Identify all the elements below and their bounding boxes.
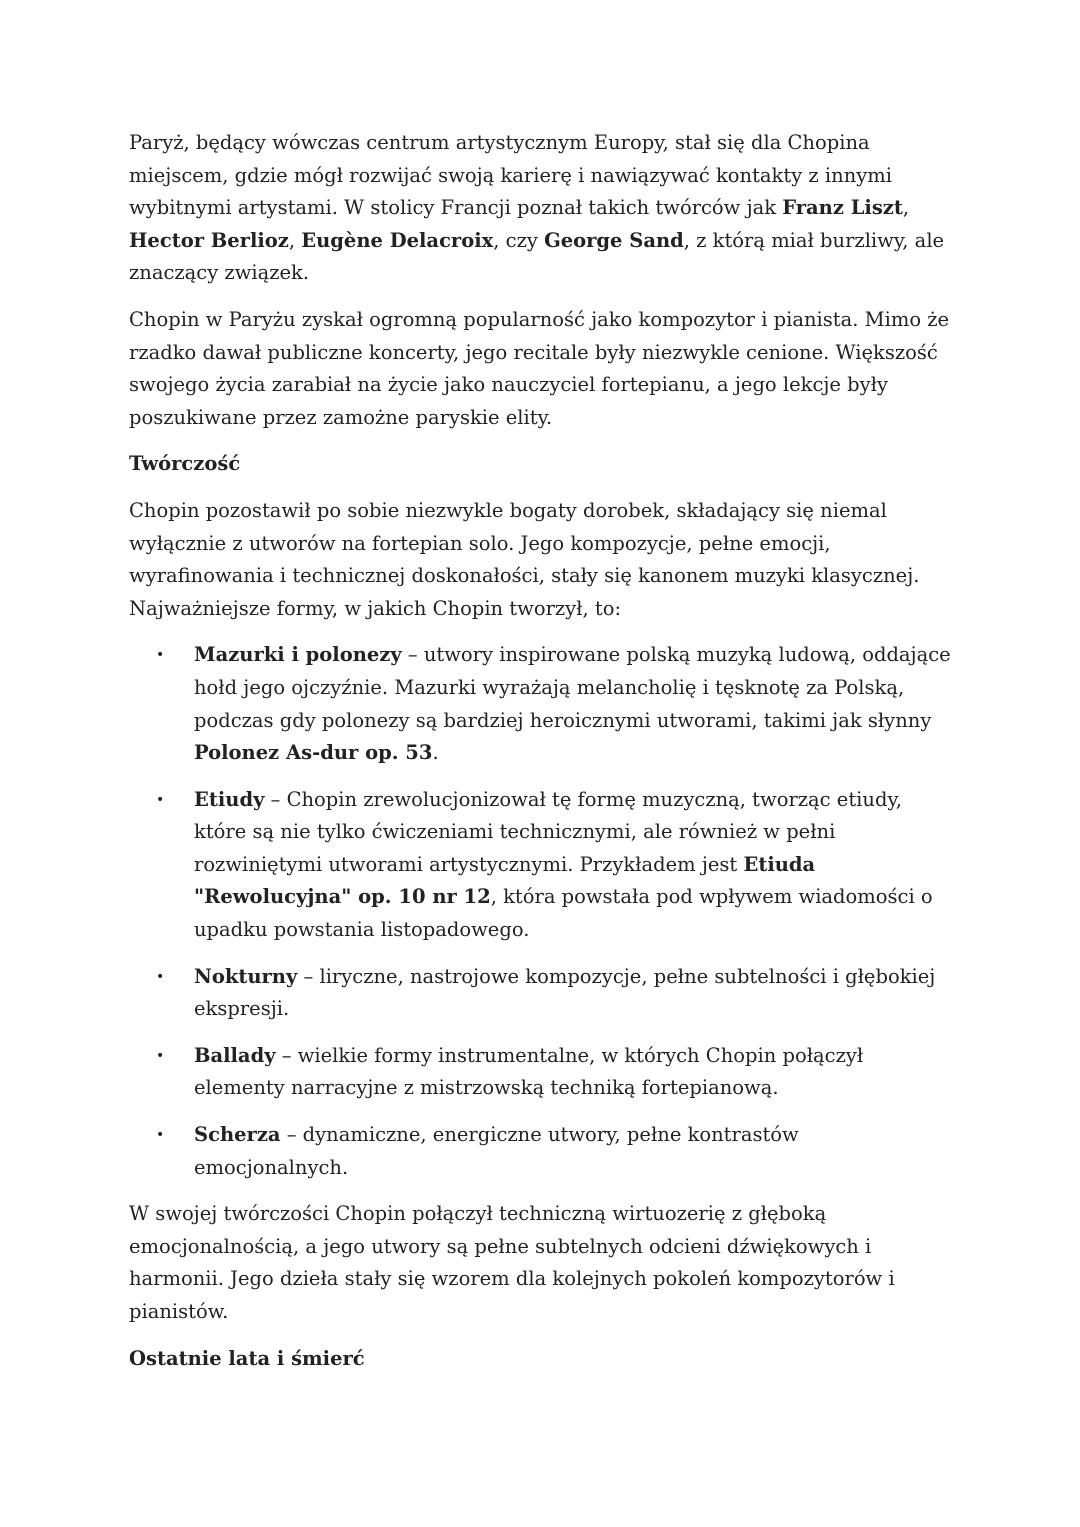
form-description: – liryczne, nastrojowe kompozycje, pełne subtelności i głębokiej ekspresji. <box>194 964 936 1021</box>
text-segment: , z którą miał burzliwy, ale znaczący związek. <box>129 228 945 285</box>
form-term: Mazurki i polonezy <box>194 643 402 667</box>
form-tail: . <box>432 741 439 765</box>
name-eugene-delacroix: Eugène Delacroix <box>301 228 494 252</box>
list-item-nokturny <box>129 961 959 1026</box>
form-description: – Chopin zrewolucjonizował tę formę muzyczną, tworząc etiudy, które są nie tylko ćwiczeniami technicznymi, ale również w pełni rozwiniętymi utworami artystycznymi. Przykładem jest <box>194 787 903 876</box>
paragraph-paris-popularity: Chopin w Paryżu zyskał ogromną popularność jako kompozytor i pianista. Mimo że rzadko dawał publiczne koncerty, jego recitale były niezwykle cenione. Większość swojego życia zarabiał na życie jako nauczyciel fortepianu, a jego lekcje były poszukiwane przez zamożne paryskie elity. <box>129 307 950 429</box>
paragraph-works-summary: W swojej twórczości Chopin połączył techniczną wirtuozerię z głęboką emocjonalnością, a jego utwory są pełne subtelnych odcieni dźwiękowych i harmonii. Jego dzieła stały się wzorem dla kolejnych pokoleń kompozytorów i pianistów. <box>129 1202 895 1323</box>
form-description: – dynamiczne, energiczne utwory, pełne kontrastów emocjonalnych. <box>194 1123 799 1179</box>
text-segment: , <box>288 228 302 252</box>
bullet-icon: • <box>156 791 165 808</box>
forms-list <box>129 639 959 1184</box>
form-example: Polonez As-dur op. 53 <box>194 741 433 765</box>
paragraph-paris-contacts <box>129 127 959 290</box>
form-description: – wielkie formy instrumentalne, w których Chopin połączył elementy narracyjne z mistrzowską techniką fortepianową. <box>194 1043 864 1100</box>
document-page <box>129 127 959 1389</box>
text-segment: , czy <box>493 228 545 252</box>
text-segment: Paryż, będący wówczas centrum artystycznym Europy, stał się dla Chopina miejscem, gdzie mógł rozwijać swoją karierę i nawiązywać kontakty z innymi wybitnymi artystami. W stolicy Francji poznał takich twórców jak <box>129 131 892 220</box>
list-item-scherza <box>129 1119 959 1184</box>
text-segment: , <box>902 196 910 220</box>
form-description: – utwory inspirowane polską muzyką ludową, oddające hołd jego ojczyźnie. Mazurki wyrażają melancholię i tęsknotę za Polską, podczas gdy polonezy są bardziej heroicznymi utworami, takimi jak słynny <box>194 643 951 732</box>
name-hector-berlioz: Hector Berlioz <box>129 228 289 252</box>
form-tail: , która powstała pod wpływem wiadomości o upadku powstania listopadowego. <box>194 885 933 942</box>
form-term: Scherza <box>194 1123 281 1147</box>
bullet-icon: • <box>156 647 165 664</box>
paragraph-works-intro: Chopin pozostawił po sobie niezwykle bogaty dorobek, składający się niemal wyłącznie z utworów na fortepian solo. Jego kompozycje, pełne emocji, wyrafinowania i technicznej doskonałości, stały się kanonem muzyki klasycznej. Najważniejsze formy, w jakich Chopin tworzył, to: <box>129 498 920 620</box>
bullet-icon: • <box>156 1127 165 1144</box>
form-term: Ballady <box>194 1043 276 1067</box>
bullet-icon: • <box>156 968 165 985</box>
list-item-etiudy <box>129 784 959 947</box>
bullet-icon: • <box>156 1047 165 1064</box>
form-example: Etiuda "Rewolucyjna" op. 10 nr 12 <box>194 852 816 909</box>
list-item-ballady <box>129 1040 959 1105</box>
form-term: Nokturny <box>194 964 298 988</box>
heading-tworczosc: Twórczość <box>129 452 241 476</box>
list-item-mazurki <box>129 639 959 769</box>
form-term: Etiudy <box>194 787 265 811</box>
name-franz-liszt: Franz Liszt <box>782 196 903 220</box>
name-george-sand: George Sand <box>544 228 684 252</box>
heading-ostatnie-lata: Ostatnie lata i śmierć <box>129 1346 365 1370</box>
